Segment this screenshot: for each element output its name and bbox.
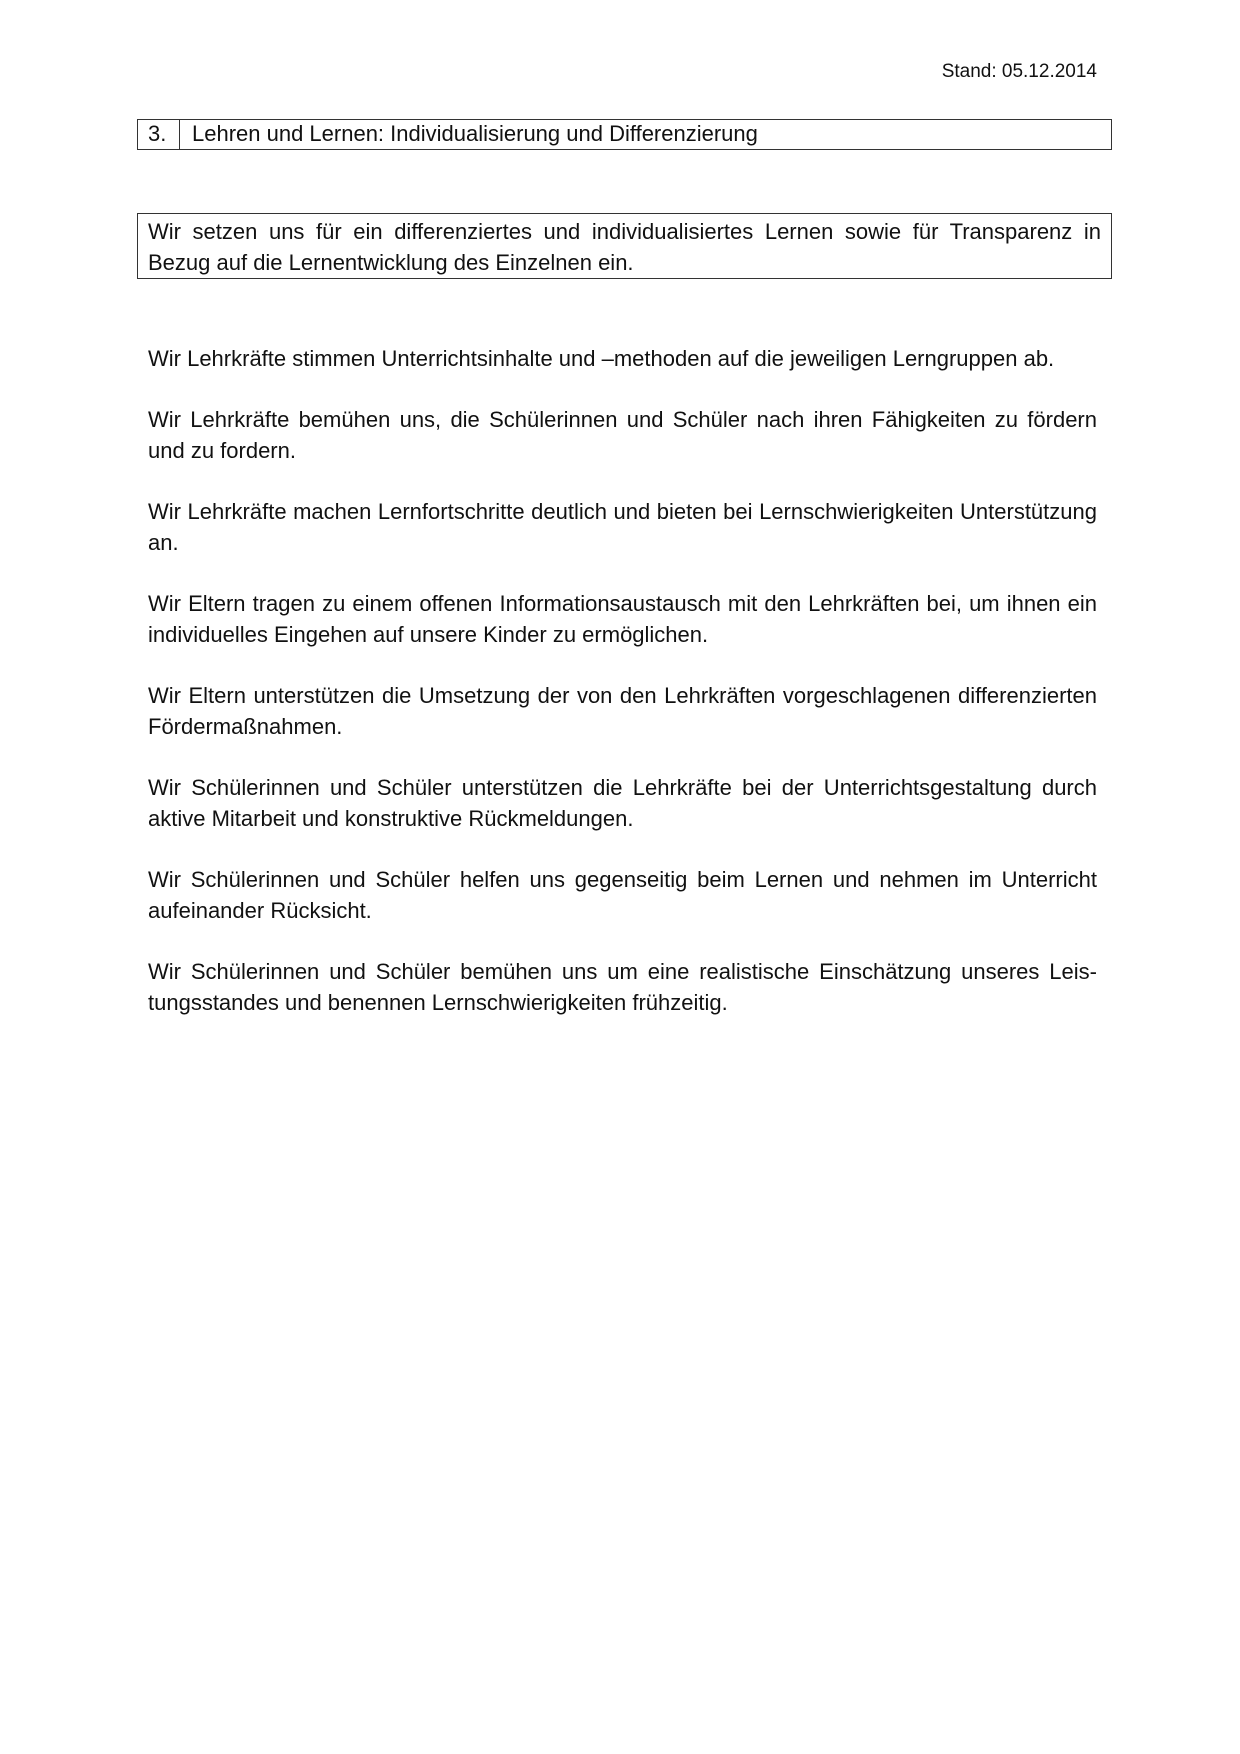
date-stamp: Stand: 05.12.2014 (941, 61, 1097, 82)
section-title: Lehren und Lernen: Individualisierung und Differenzierung (192, 121, 758, 146)
statement-parents-measures: Wir Eltern unterstützen die Umsetzung der von den Lehrkräften vorgeschlagenen differenzierten Fördermaßnahmen. (148, 683, 1097, 739)
intro-statement-box: Wir setzen uns für ein differenziertes und individualisiertes Lernen sowie für Transparenz in Bezug auf die Lernentwicklung des Einzelnen ein. (137, 213, 1112, 279)
section-heading-table (137, 119, 1112, 150)
statement-teachers-adapt: Wir Lehrkräfte stimmen Unterrichtsinhalte und –methoden auf die jeweiligen Lerngruppen ab. (148, 346, 1055, 371)
section-number: 3. (138, 120, 180, 149)
statement-students-help: Wir Schülerinnen und Schüler helfen uns gegenseitig beim Lernen und nehmen im Unterricht aufeinander Rücksicht. (148, 867, 1097, 923)
statement-parents-exchange: Wir Eltern tragen zu einem offenen Informationsaustausch mit den Lehrkräften bei, um ihnen ein individuelles Eingehen auf unsere Kinder zu ermöglichen. (148, 591, 1097, 647)
statement-students-assessment: Wir Schülerinnen und Schüler bemühen uns um eine realistische Einschätzung unseres Leistungsstandes und benennen Lernschwierigkeiten frühzeitig. (148, 959, 1097, 1015)
statement-teachers-support: Wir Lehrkräfte bemühen uns, die Schülerinnen und Schüler nach ihren Fähigkeiten zu fördern und zu fordern. (148, 407, 1097, 463)
statement-teachers-progress: Wir Lehrkräfte machen Lernfortschritte deutlich und bieten bei Lernschwierigkeiten Unterstützung an. (148, 499, 1097, 555)
statement-students-feedback: Wir Schülerinnen und Schüler unterstützen die Lehrkräfte bei der Unterrichtsgestaltung durch aktive Mitarbeit und konstruktive Rückmeldungen. (148, 775, 1097, 831)
statement-list (148, 343, 1097, 1048)
